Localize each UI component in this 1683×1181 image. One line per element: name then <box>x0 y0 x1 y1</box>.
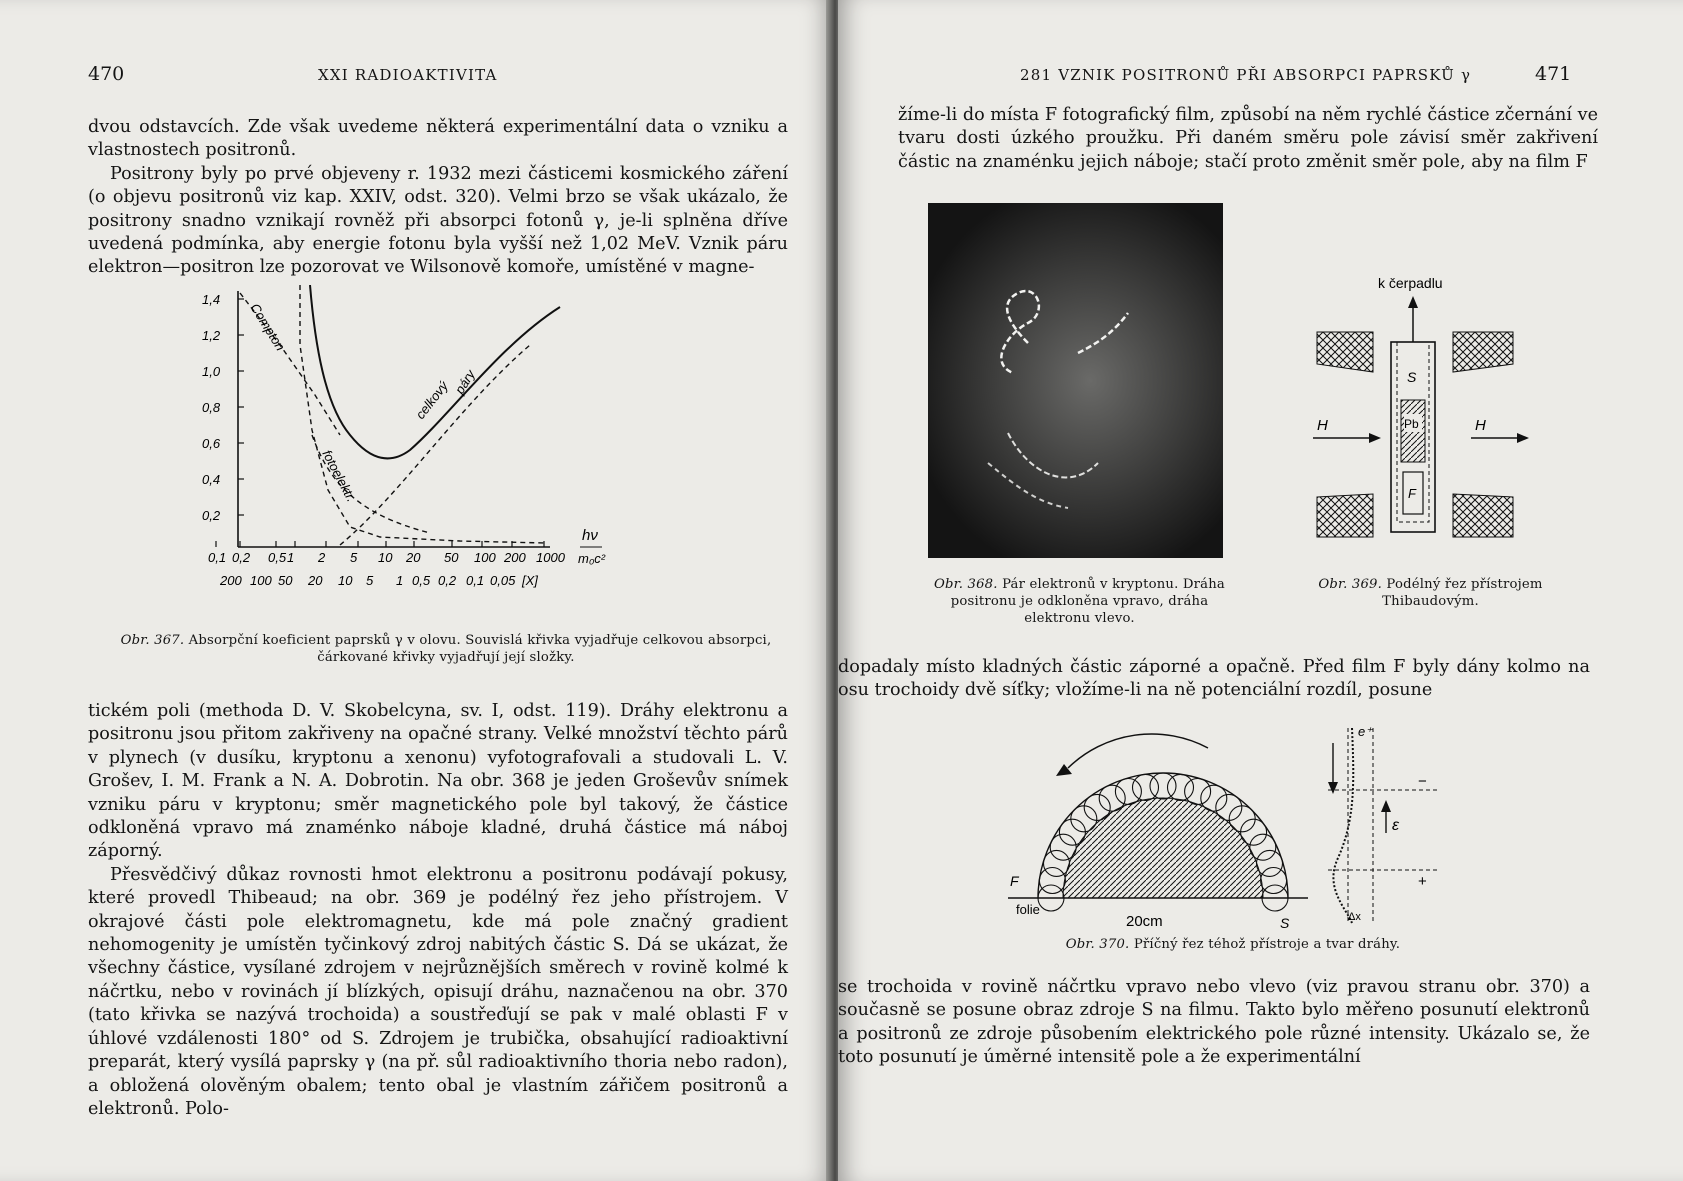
minus-label: − <box>1418 773 1427 790</box>
y-tick-label: 1,4 <box>202 292 221 307</box>
curve-label-pairs: páry <box>451 367 478 397</box>
running-head: XXI RADIOAKTIVITA <box>318 66 498 84</box>
x-tick-label-top: 20 <box>406 550 421 565</box>
x-tick-label-bottom: 20 <box>308 573 323 588</box>
figure-367-caption <box>96 632 796 666</box>
x-tick-label-top: 100 <box>474 550 496 565</box>
x-tick-label-bottom: 200 <box>220 573 242 588</box>
figure-370-diagram <box>1008 718 1438 933</box>
x-tick-label-bottom: 0,1 <box>466 573 485 588</box>
trochoid-loop <box>1216 794 1242 820</box>
trochoid-loop <box>1257 850 1283 876</box>
field-label-left: H <box>1317 417 1328 434</box>
caption-label: Obr. 367. <box>120 633 185 648</box>
figure-367-chart <box>200 285 680 630</box>
paragraph: Positrony byly po prvé objeveny r. 1932 mezi částicemi kosmického záření (o objevu positronů viz kap. XXIV, odst. 320). Velmi brzo se však ukázalo, že positrony snadno vznikají rovněž při absorpci fotonů γ, je-li splněna dříve uvedená podmínka, aby energie fotonu byla vyšší než 1,02 MeV. Vznik páru elektron—positron lze pozorovat ve Wilsonově komoře, umístěné v magne- <box>88 163 788 278</box>
paragraph: tickém poli (methoda D. V. Skobelcyna, sv. I, odst. 119). Dráhy elektronu a positronu jsou přitom zakřiveny na opačné strany. Velké množství těchto párů v plynech (v dusíku, kryptonu a xenonu) vyfotografovali a studovali L. V. Grošev, I. M. Frank a N. A. Dobrotin. Na obr. 368 je jeden Groševův snímek vzniku páru v kryptonu; směr magnetického pole byl takový, že částice odkloněná vpravo má znaménko náboje kladné, druhá částice má náboj záporný. <box>88 701 788 862</box>
y-tick-label: 1,2 <box>202 328 221 343</box>
x-tick-label-top: 200 <box>504 550 526 565</box>
trochoid-loop <box>1039 868 1065 894</box>
text-block-top <box>88 116 788 280</box>
x-tick-label-bottom: 50 <box>278 573 293 588</box>
x-tick-label-top: 0,2 <box>232 550 251 565</box>
paragraph: se trochoida v rovině náčrtku vpravo nebo vlevo (viz pravou stranu obr. 370) a současně se posune obraz zdroje S na filmu. Takto bylo měřeno posunutí elektronů a positronů ze zdroje působením elektrického pole různé intensity. Ukázalo se, že toto posunutí je úměrné intensitě pole a že experimentální <box>838 977 1590 1068</box>
charge-label: e⁺ <box>1358 724 1373 739</box>
x-tick-label-top: 1 <box>287 550 295 565</box>
trochoid-loop <box>1059 819 1085 845</box>
figure-369-caption <box>1288 576 1573 610</box>
trochoid-loop <box>1241 819 1267 845</box>
text-block-middle <box>838 656 1590 703</box>
y-tick-label: 0,8 <box>202 400 221 415</box>
page-number: 470 <box>88 63 125 85</box>
trochoid-loop <box>1099 785 1125 811</box>
text-block-top <box>898 104 1598 174</box>
x-tick-label-bottom: 100 <box>250 573 272 588</box>
x-tick-label-top: 1000 <box>536 550 565 565</box>
paragraph: dvou odstavcích. Zde však uvedeme některá experimentální data o vzniku a vlastnostech positronů. <box>88 117 788 161</box>
paragraph: žíme-li do místa F fotografický film, způsobí na něm rychlé částice zčernání ve tvaru dosti úzkého proužku. Při daném směru pole závisí směr zakřivení částic na znaménku jejich náboje; stačí proto změnit směr pole, aby na film F <box>898 105 1598 172</box>
source-label: S <box>1407 369 1417 385</box>
trochoid-loop <box>1229 806 1255 832</box>
trochoid-loop <box>1185 779 1211 805</box>
caption-text: Příčný řez téhož přístroje a tvar dráhy. <box>1133 937 1401 952</box>
y-tick-label: 0,2 <box>202 508 221 523</box>
page-number: 471 <box>1535 63 1572 85</box>
x-tick-label-top: 0,5 <box>268 550 287 565</box>
paragraph: Přesvědčivý důkaz rovnosti hmot elektronu a positronu podávají pokusy, které provedl Thibeaud; na obr. 369 je podélný řez jeho přístrojem. V okrajové části pole elektromagnetu, kde má pole značný gradient nehomogenity je umístěn tyčinkový zdroj nabitých částic S. Dá se ukázat, že všechny částice, vysílané zdrojem v nejrůznějších směrech v rovině kolmé k náčrtku, nebo v rovinách jí blízkých, opisují dráhu, naznačenou na obr. 370 (tato křivka se nazývá trochoida) a soustřeďují se pak v malé oblasti F v úhlové vzdálenosti 180° od S. Zdrojem je trubička, obsahující radioaktivní preparát, který vysílá paprsky γ (na př. sůl radioaktivního thoria nebo radon), a obložená olověným obalem; tento obal je vlastním zářičem positronů a elektronů. Polo- <box>88 864 788 1119</box>
caption-text: Podélný řez přístrojem Thibaudovým. <box>1382 577 1543 609</box>
trochoid-loop <box>1044 850 1070 876</box>
pump-label: k čerpadlu <box>1378 275 1443 291</box>
text-block-bottom <box>88 700 788 1121</box>
left-page <box>0 0 832 1181</box>
x-tick-label-bottom: 0,5 <box>412 573 431 588</box>
trochoid-loop <box>1084 794 1110 820</box>
source-label: S <box>1280 915 1290 931</box>
caption-label: Obr. 369. <box>1318 577 1383 592</box>
displacement-label: Δx <box>1348 911 1361 923</box>
field-label-right: H <box>1475 417 1486 434</box>
running-head: 281 VZNIK POSITRONŮ PŘI ABSORPCI PAPRSKŮ γ <box>1020 66 1472 84</box>
text-block-bottom <box>838 976 1590 1070</box>
x-tick-label-top: 2 <box>318 550 326 565</box>
curve-label-compton: Compton <box>247 300 289 354</box>
trochoid-loop <box>1071 806 1097 832</box>
x-tick-label-top: 0,1 <box>208 550 227 565</box>
curve-label-total: celkový <box>412 378 452 422</box>
x-tick-label-top: 50 <box>444 550 459 565</box>
film-label: F <box>1408 486 1416 501</box>
right-page <box>838 0 1683 1181</box>
figure-368-photo <box>928 203 1223 558</box>
lead-label: Pb <box>1404 417 1419 431</box>
caption-text: Absorpční koeficient paprsků γ v olovu. Souvislá křivka vyjadřuje celkovou absorpci, čárkované křivky vyjadřují její složky. <box>188 633 772 665</box>
field-label: ε <box>1392 817 1400 834</box>
x-tick-label-bottom: 1 <box>396 573 404 588</box>
caption-label: Obr. 368. <box>934 577 998 592</box>
paragraph: dopadaly místo kladných částic záporné a opačně. Před film F byly dány kolmo na osu trochoidy dvě síťky; vložíme-li na ně potenciální rozdíl, posune <box>838 657 1590 701</box>
trochoid-loop <box>1250 834 1276 860</box>
x-tick-label-bottom: 5 <box>366 573 374 588</box>
x-unit-bottom: m₀c² <box>578 551 606 566</box>
x-tick-label-bottom: 0,05 <box>490 573 516 588</box>
x-tick-label-bottom: 0,2 <box>438 573 457 588</box>
figure-369-diagram <box>1303 272 1553 562</box>
trochoid-loop <box>1115 779 1141 805</box>
y-tick-label: 0,6 <box>202 436 221 451</box>
x-tick-label-bottom: 10 <box>338 573 353 588</box>
plus-label: + <box>1418 873 1427 890</box>
y-tick-label: 1,0 <box>202 364 221 379</box>
figure-370-caption <box>1018 936 1448 953</box>
x-unit-top: hν <box>582 527 598 544</box>
x-tick-label-bottom: [X] <box>522 573 538 588</box>
film-label: F <box>1010 873 1019 889</box>
trochoid-loop <box>1201 785 1227 811</box>
trochoid-loop <box>1168 774 1194 800</box>
scale-label: 20cm <box>1126 913 1163 930</box>
x-tick-label-top: 5 <box>350 550 358 565</box>
caption-label: Obr. 370. <box>1065 937 1130 952</box>
foil-label: folie <box>1016 902 1040 917</box>
caption-text: Pár elektronů v kryptonu. Dráha positronu je odkloněna vpravo, dráha elektronu vlevo. <box>950 577 1225 626</box>
figure-368-caption <box>922 576 1237 627</box>
curve-label-photoelectric: fotoelektr. <box>319 447 360 505</box>
x-tick-label-top: 10 <box>378 550 393 565</box>
trochoid-loop <box>1050 834 1076 860</box>
y-tick-label: 0,4 <box>202 472 221 487</box>
